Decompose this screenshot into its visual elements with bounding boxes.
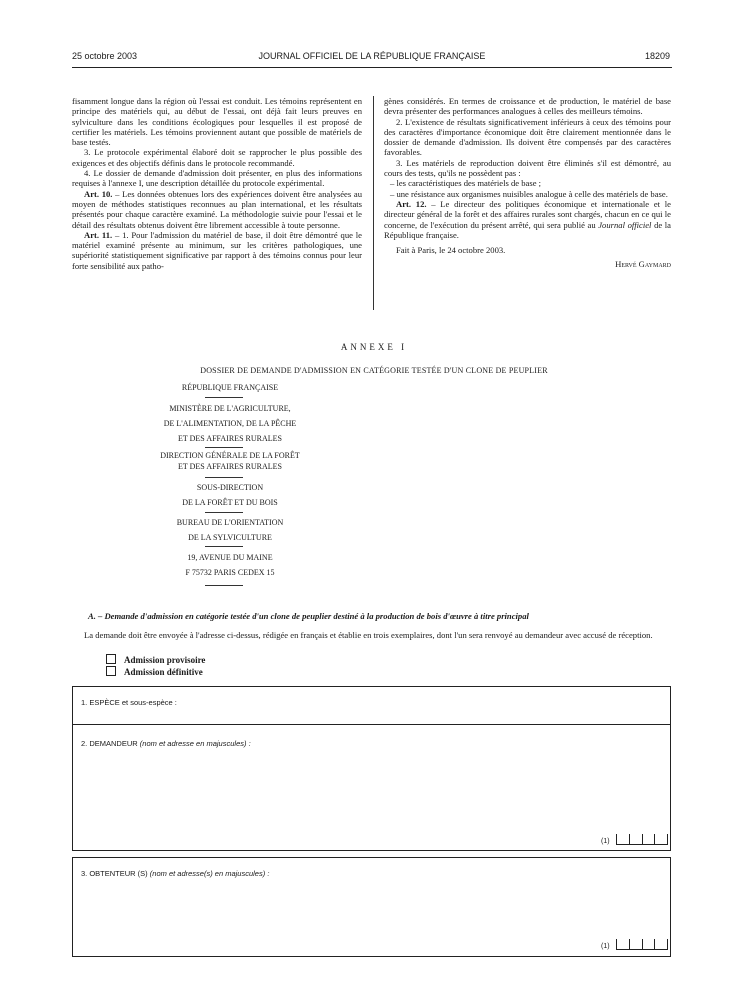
- direction-block: DIRECTION GÉNÉRALE DE LA FORÊT ET DES AFFAIRES RURALES: [160, 451, 300, 471]
- signature: Hervé Gaymard: [615, 259, 671, 270]
- article-text: – Les données obtenues lors des expériences doivent être analysées au moyen de méthodes statistiques reconnues au plan international, et les résultats présentés pour chaque caractère examiné. La méthodologie suivie pour l'essai et le détail des résultats obtenus doivent être librement accessible à toute personne.: [72, 188, 362, 230]
- list-item: – une résistance aux organismes nuisibles analogue à celle des matériels de base.: [390, 188, 668, 199]
- article-text: de la République française.: [384, 219, 671, 240]
- bureau-block: BUREAU DE L'ORIENTATION DE LA SYLVICULTURE: [176, 518, 284, 542]
- section-a-intro: La demande doit être envoyée à l'adresse ci-dessus, rédigée en français et établie en trois exemplaires, dont l'un sera renvoyé au demandeur avec accusé de réception.: [84, 630, 653, 640]
- code-cells-2[interactable]: (1): [616, 934, 668, 950]
- field-obtenteur-label: 3. OBTENTEUR (S) (nom et adresse(s) en majuscules) :: [81, 869, 270, 878]
- code-grid[interactable]: [616, 834, 668, 845]
- header-page-number: 18209: [644, 51, 670, 61]
- header-rule: [72, 67, 672, 68]
- checkbox[interactable]: [106, 654, 116, 664]
- separator: [205, 512, 243, 513]
- paragraph: gènes considérés. En termes de croissance et de production, le matériel de base devra présenter des performances analogues à celles des meilleurs témoins.: [384, 96, 671, 117]
- header-date: 25 octobre 2003: [72, 51, 138, 61]
- paragraph-article-12: [384, 199, 671, 240]
- option-admission-provisoire[interactable]: Admission provisoire: [106, 654, 205, 665]
- list-item: – les caractéristiques des matériels de base ;: [390, 178, 542, 189]
- form-box-1: [72, 686, 671, 851]
- right-column: [384, 96, 671, 270]
- separator: [205, 546, 243, 547]
- journal-name: Journal officiel: [598, 219, 652, 230]
- field-demandeur-label: 2. DEMANDEUR (nom et adresse en majuscules) :: [81, 739, 251, 748]
- section-a-title: A. – Demande d'admission en catégorie testée d'un clone de peuplier destiné à la production de bois d'œuvre à titre principal: [88, 611, 529, 621]
- column-divider: [373, 96, 374, 310]
- field-espece-label: 1. ESPÈCE et sous-espèce :: [81, 698, 177, 707]
- bullet-list: [384, 178, 671, 199]
- code-grid[interactable]: [616, 939, 668, 950]
- form-box-2: [72, 857, 671, 957]
- article-label: Art. 10.: [84, 188, 113, 199]
- separator: [205, 447, 243, 448]
- annexe-heading: ANNEXE I: [340, 342, 408, 352]
- paragraph-article-11: [72, 230, 362, 271]
- paragraph: 3. Le protocole expérimental élaboré doit se rapprocher le plus possible des exigences et des objectifs définis dans le protocole recommandé.: [72, 147, 362, 168]
- separator: [205, 477, 243, 478]
- header-title: JOURNAL OFFICIEL DE LA RÉPUBLIQUE FRANÇAISE: [258, 51, 486, 61]
- article-text: – 1. Pour l'admission du matériel de base, il doit être démontré que le matériel examiné présente au minimum, sur les critères pathologiques, une supériorité statistiquement significative par rapport à des témoins connus pour leur forte sensibilité aux patho-: [72, 229, 362, 271]
- paragraph: fisamment longue dans la région où l'essai est conduit. Les témoins représentent en principe des matériels qui, au début de l'essai, ont déjà fait leurs preuves en sylviculture dans les conditions écologiques pour lesquelles il est proposé de certifier les matériels. Les témoins proviennent autant que possible de matériels de base testés.: [72, 96, 362, 148]
- signature-place-date: Fait à Paris, le 24 octobre 2003.: [396, 245, 506, 256]
- annexe-title: DOSSIER DE DEMANDE D'ADMISSION EN CATÉGORIE TESTÉE D'UN CLONE DE PEUPLIER: [200, 366, 548, 375]
- paragraph-article-10: [72, 189, 362, 230]
- option-admission-definitive[interactable]: Admission définitive: [106, 666, 203, 677]
- page-header: [72, 51, 672, 65]
- article-label: Art. 11.: [84, 229, 113, 240]
- paragraph: 2. L'existence de résultats significativement inférieurs à ceux des témoins pour des caractères d'importance économique doit être clairement mentionnée dans le dossier de demande d'admission. Ils doivent être compensés par des caractères favorables.: [384, 116, 671, 158]
- address-block: 19, AVENUE DU MAINE F 75732 PARIS CEDEX 15: [185, 553, 275, 577]
- republique-label: RÉPUBLIQUE FRANÇAISE: [181, 383, 279, 392]
- code-cells-1[interactable]: (1): [616, 829, 668, 845]
- checkbox[interactable]: [106, 666, 116, 676]
- field-divider: [73, 724, 670, 725]
- article-text: – Le directeur des politiques économique et internationale et le directeur général de la forêt et des affaires rurales sont chargés, chacun en ce qui le concerne, de l'exécution du présent arrêté, qui sera publié au: [384, 198, 671, 230]
- left-column: [72, 96, 362, 271]
- separator: [205, 585, 243, 586]
- paragraph: 3. Les matériels de reproduction doivent être éliminés s'il est démontré, au cours des tests, qu'ils ne possèdent pas :: [384, 157, 671, 179]
- article-label: Art. 12.: [396, 198, 427, 209]
- sous-direction-block: SOUS-DIRECTION DE LA FORÊT ET DU BOIS: [182, 483, 278, 507]
- ministere-block: MINISTÈRE DE L'AGRICULTURE, DE L'ALIMENTATION, DE LA PÊCHE ET DES AFFAIRES RURALES: [163, 404, 297, 443]
- paragraph: 4. Le dossier de demande d'admission doit présenter, en plus des informations requises à l'annexe I, une description détaillée du protocole expérimental.: [72, 168, 362, 189]
- separator: [205, 397, 243, 398]
